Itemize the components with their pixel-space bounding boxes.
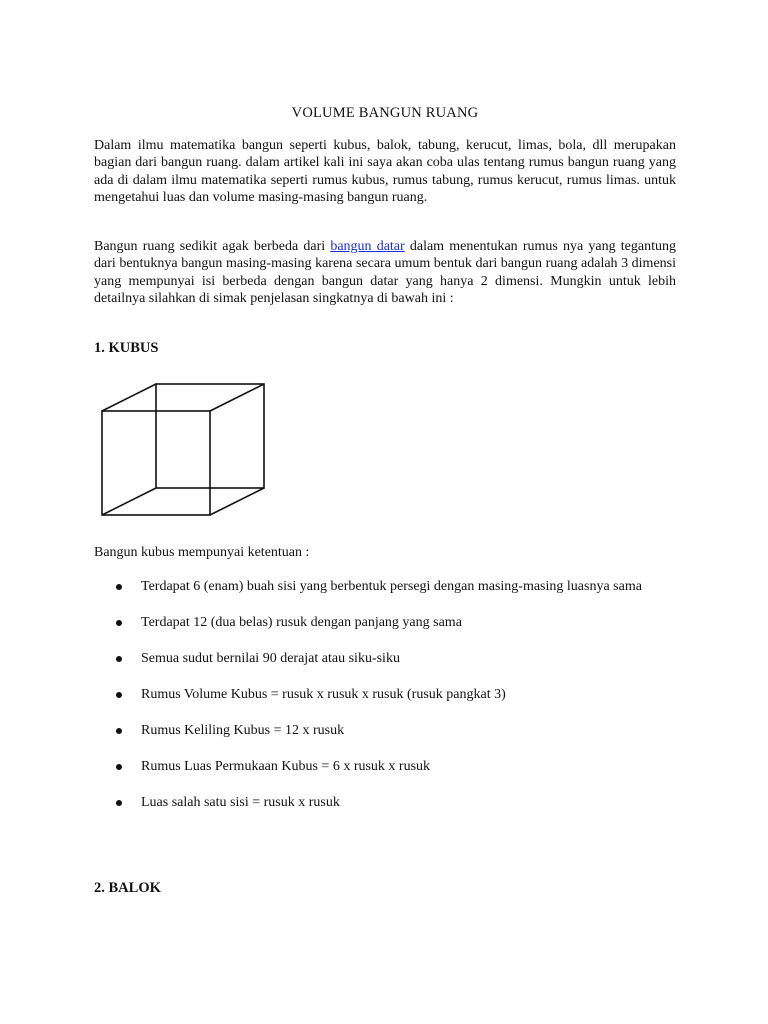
list-item [94,578,676,596]
intro-paragraph: Dalam ilmu matematika bangun seperti kubus, balok, tabung, kerucut, limas, bola, dll merupakan bagian dari bangun ruang. dalam artikel kali ini saya akan coba ulas tentang rumus bangun ruang yang ada di dalam ilmu matematika seperti rumus kubus, rumus tabung, rumus kerucut, rumus limas. untuk mengetahui luas dan volume masing-masing bangun ruang. [94,138,676,205]
kubus-properties-list [94,578,676,811]
list-item-text: Rumus Keliling Kubus = 12 x rusuk [141,722,345,738]
list-item [94,722,676,740]
list-item-text: Semua sudut bernilai 90 derajat atau siku-siku [141,650,400,666]
kubus-intro: Bangun kubus mempunyai ketentuan : [94,545,310,560]
second-paragraph-end: dalam menentukan rumus nya yang tegantung dari bentuknya bangun masing-masing karena secara umum bentuk dari bangun ruang adalah 3 dimensi yang mempunyai isi berbeda dengan bangun datar yang hanya 2 dimensi. Mungkin untuk lebih detailnya silahkan di simak penjelasan singkatnya di bawah ini : [94,239,676,306]
second-paragraph [94,238,676,307]
bullet-icon [116,764,122,770]
list-item [94,794,676,812]
list-item-text: Luas salah satu sisi = rusuk x rusuk [141,794,340,810]
document-title: VOLUME BANGUN RUANG [291,105,479,121]
bullet-icon [116,656,122,662]
cube-edge-bottom-left [102,488,156,515]
cube-edge-top-left [102,384,156,411]
cube-edge-bottom-right [210,488,264,515]
bullet-icon [116,800,122,806]
cube-edge-top-right [210,384,264,411]
list-item [94,758,676,776]
list-item [94,614,676,632]
list-item-text: Rumus Luas Permukaan Kubus = 6 x rusuk x rusuk [141,758,431,774]
list-item [94,650,676,668]
bullet-icon [116,620,122,626]
bullet-icon [116,728,122,734]
kubus-heading: 1. KUBUS [94,340,159,356]
list-item-text: Terdapat 12 (dua belas) rusuk dengan panjang yang sama [141,614,462,630]
bullet-icon [116,692,122,698]
bangun-datar-link[interactable]: bangun datar [330,239,405,254]
list-item-text: Rumus Volume Kubus = rusuk x rusuk x rusuk (rusuk pangkat 3) [141,686,506,702]
bullet-icon [116,584,122,590]
balok-heading: 2. BALOK [94,880,161,896]
list-item [94,686,676,704]
second-paragraph-start: Bangun ruang sedikit agak berbeda dari [94,239,331,254]
list-item-text: Terdapat 6 (enam) buah sisi yang berbentuk persegi dengan masing-masing luasnya sama [141,579,642,594]
cube-diagram [99,380,269,520]
